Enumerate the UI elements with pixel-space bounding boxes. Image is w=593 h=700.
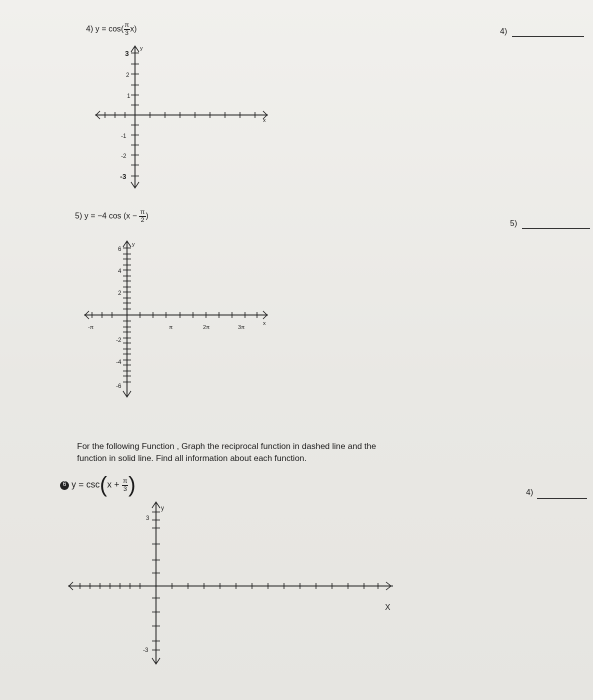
- y-axis-label: y: [132, 242, 135, 248]
- x-axis-label: X: [385, 603, 391, 612]
- equation-text: x +: [107, 479, 120, 490]
- fraction: $\frac{\pi}{3}$: [124, 22, 130, 37]
- answer-line-6[interactable]: [537, 498, 587, 499]
- tick-label-neg3: -3: [120, 174, 127, 181]
- x-axis-label: x: [263, 321, 266, 327]
- tick-label-neg2: -2: [116, 338, 122, 344]
- answer-label-5: 5): [510, 219, 518, 228]
- problem-4-equation: 4) y = cos( $\frac{\pi}{3}$ x): [86, 22, 137, 37]
- problem-6-equation: 6 y = csc(x + $\frac{\pi}{3}$ ): [60, 472, 136, 498]
- x-axis-label: x: [263, 118, 266, 124]
- tick-label-2: 2: [126, 73, 130, 79]
- fraction: $\frac{\pi}{3}$: [122, 477, 128, 493]
- x-tick-label-neg-pi: -π: [88, 325, 94, 331]
- equation-text: x): [130, 24, 137, 34]
- tick-label-2: 2: [118, 291, 122, 297]
- answer-label-6: 4): [526, 488, 534, 497]
- tick-label-neg3: -3: [143, 648, 149, 654]
- tick-label-neg4: -4: [116, 360, 122, 366]
- x-tick-label-pi: π: [169, 325, 173, 331]
- problem-5-equation: [75, 209, 148, 224]
- x-tick-label-2pi: 2π: [203, 325, 210, 331]
- answer-line-4[interactable]: [512, 36, 584, 37]
- tick-label-4: 4: [118, 269, 122, 275]
- graph-problem-5: [80, 235, 280, 400]
- y-axis-label: y: [140, 46, 143, 52]
- equation-text: y = cos: [95, 24, 121, 34]
- instructions-line-1: For the following Function , Graph the reciprocal function in dashed line and the: [77, 441, 377, 451]
- tick-label-neg1: -1: [121, 134, 127, 140]
- problem-number: 4): [86, 24, 94, 34]
- problem-number-circle: 6: [60, 481, 69, 490]
- y-axis-label: y: [161, 506, 164, 512]
- x-tick-label-3pi: 3π: [238, 325, 245, 331]
- fraction: $\frac{\pi}{2}$: [140, 209, 145, 224]
- instructions-line-2: function in solid line. Find all information about each function.: [77, 453, 307, 463]
- equation-text: y = csc: [71, 479, 100, 490]
- problem-number: 5): [75, 211, 83, 221]
- answer-label-4: 4): [500, 27, 508, 36]
- instructions: [77, 440, 376, 464]
- equation-text: ): [145, 211, 149, 221]
- equation-text: y = −4 cos (x −: [84, 211, 138, 221]
- graph-problem-4: [80, 40, 280, 200]
- tick-label-3: 3: [125, 51, 129, 58]
- tick-label-neg6: -6: [116, 384, 122, 390]
- graph-problem-6: [60, 498, 405, 668]
- answer-line-5[interactable]: [522, 228, 590, 229]
- tick-label-3: 3: [146, 516, 150, 522]
- tick-label-neg2: -2: [121, 154, 127, 160]
- tick-label-1: 1: [127, 94, 131, 100]
- tick-label-6: 6: [118, 247, 122, 253]
